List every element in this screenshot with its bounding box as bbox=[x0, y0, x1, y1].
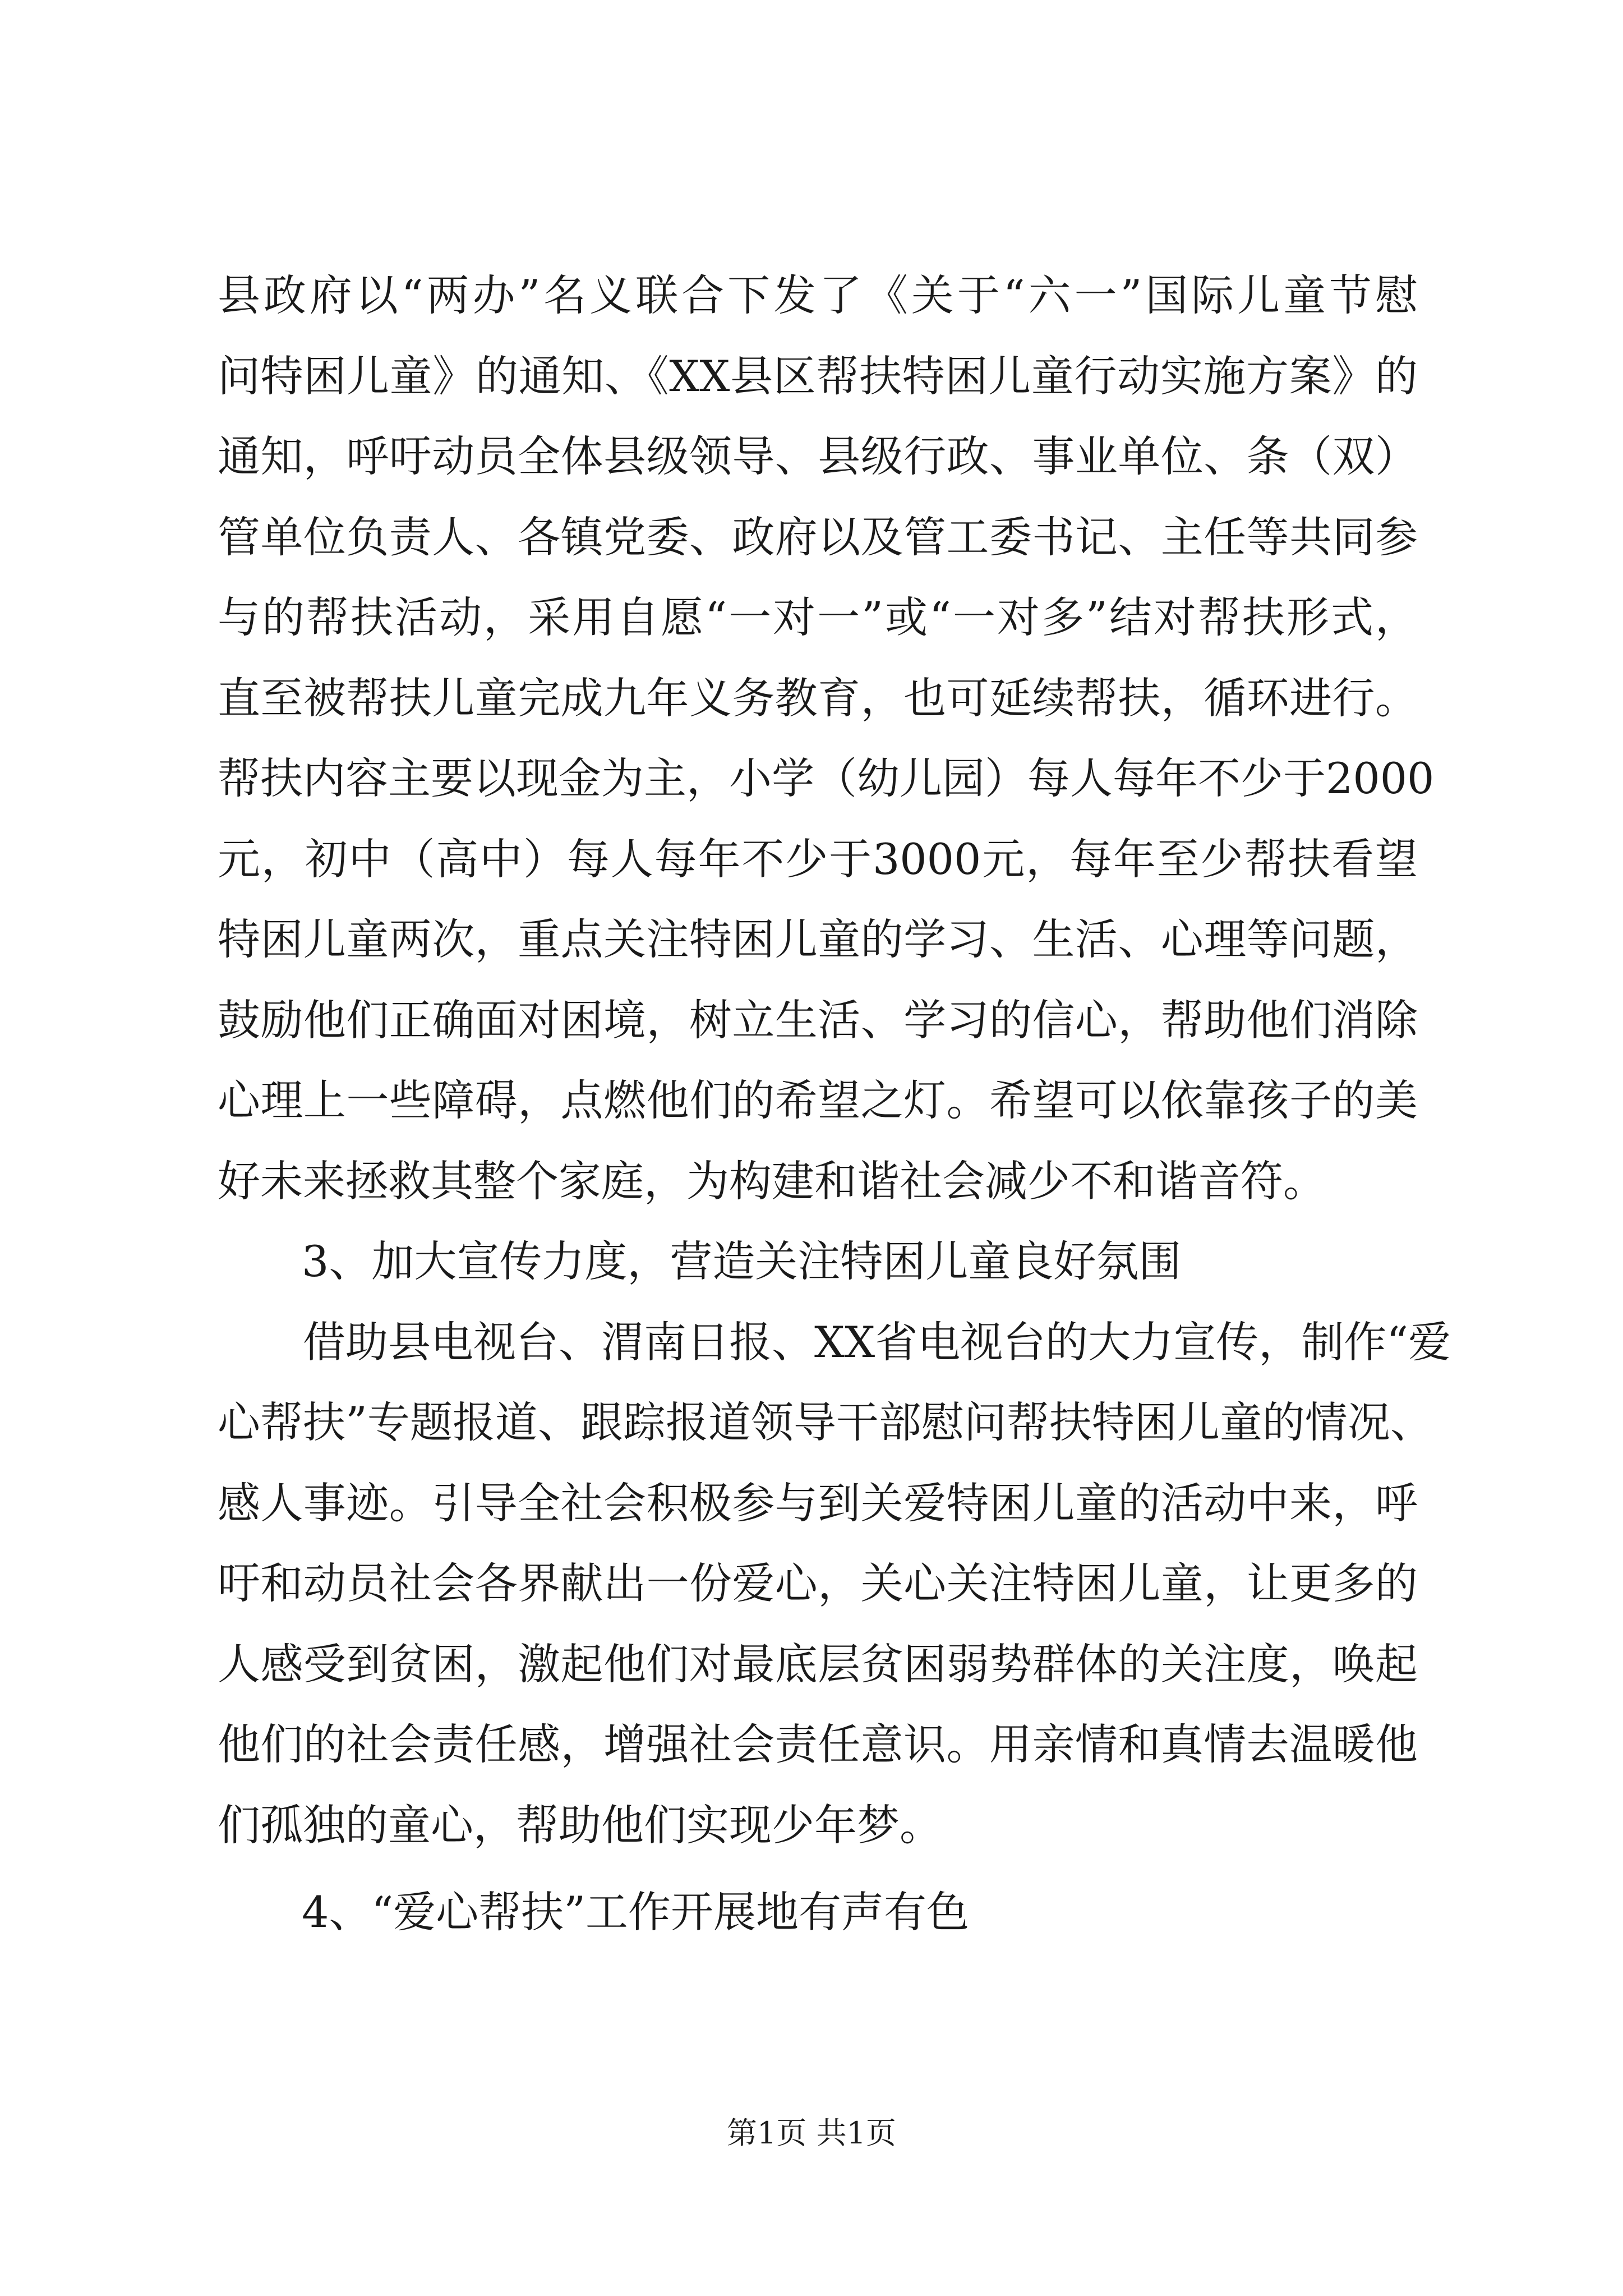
text-line: 特困儿童两次，重点关注特困儿童的学习、生活、心理等问题， bbox=[218, 914, 1418, 964]
text-line: 帮扶内容主要以现金为主，小学（幼儿园）每人每年不少于2000 bbox=[218, 753, 1435, 803]
paragraph-2 bbox=[218, 1302, 1451, 1866]
text-line: 县政府以“两办”名义联合下发了《关于“六一”国际儿童节慰 bbox=[218, 270, 1418, 320]
text-line: 管单位负责人、各镇党委、政府以及管工委书记、主任等共同参 bbox=[218, 512, 1418, 562]
section-heading-3: 3、加大宣传力度，营造关注特困儿童良好氛围 bbox=[302, 1236, 1182, 1286]
text-line: 借助县电视台、渭南日报、XX省电视台的大力宣传，制作“爱 bbox=[218, 1317, 1451, 1367]
text-line: 他们的社会责任感，增强社会责任意识。用亲情和真情去温暖他 bbox=[218, 1719, 1418, 1769]
text-line: 通知，呼吁动员全体县级领导、县级行政、事业单位、条（双） bbox=[218, 431, 1418, 481]
text-line: 好未来拯救其整个家庭，为构建和谐社会减少不和谐音符。 bbox=[218, 1156, 1326, 1206]
text-line: 吁和动员社会各界献出一份爱心，关心关注特困儿童，让更多的 bbox=[218, 1558, 1418, 1608]
section-heading-4: 4、“爱心帮扶”工作开展地有声有色 bbox=[302, 1887, 970, 1937]
text-line: 感人事迹。引导全社会积极参与到关爱特困儿童的活动中来，呼 bbox=[218, 1478, 1418, 1528]
paragraph-1 bbox=[218, 255, 1435, 1221]
text-line: 问特困儿童》的通知、《XX县区帮扶特困儿童行动实施方案》的 bbox=[218, 351, 1418, 401]
text-line: 心帮扶”专题报道、跟踪报道领导干部慰问帮扶特困儿童的情况、 bbox=[218, 1397, 1433, 1447]
text-line: 们孤独的童心，帮助他们实现少年梦。 bbox=[218, 1800, 942, 1850]
text-line: 心理上一些障碍，点燃他们的希望之灯。希望可以依靠孩子的美 bbox=[218, 1075, 1418, 1125]
text-line: 直至被帮扶儿童完成九年义务教育，也可延续帮扶，循环进行。 bbox=[218, 673, 1418, 723]
document-body bbox=[218, 255, 1451, 1953]
text-line: 与的帮扶活动，采用自愿“一对一”或“一对多”结对帮扶形式， bbox=[218, 592, 1418, 642]
page-footer: 第1页 共1页 bbox=[727, 2115, 896, 2151]
text-line: 元，初中（高中）每人每年不少于3000元，每年至少帮扶看望 bbox=[218, 834, 1418, 884]
text-line: 人感受到贫困，激起他们对最底层贫困弱势群体的关注度，唤起 bbox=[218, 1639, 1418, 1689]
text-line: 鼓励他们正确面对困境，树立生活、学习的信心，帮助他们消除 bbox=[218, 995, 1418, 1045]
